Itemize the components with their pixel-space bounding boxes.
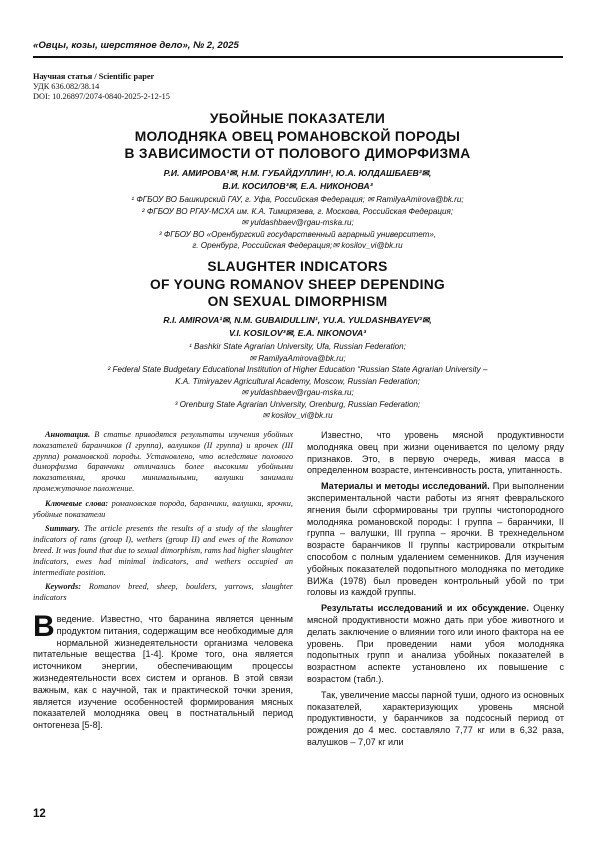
right-paragraph-4: Так, увеличение массы парной туши, одного из основных показателей, характеризующих уровень мясной продуктивности, у баранчиков за подсосный период от рождения до 4 мес. составляло 7,77 кг или в 6,32 раза, валушков – 7,07 кг или bbox=[307, 689, 564, 747]
page-number: 12 bbox=[33, 808, 46, 820]
dropcap: В bbox=[33, 609, 55, 643]
authors-ru-line: Р.И. АМИРОВА¹✉, Н.М. ГУБАЙДУЛЛИН¹, Ю.А. ЮЛДАШБАЕВ²✉, bbox=[163, 168, 432, 178]
summary-label: Summary. bbox=[45, 524, 80, 534]
title-ru-line: УБОЙНЫЕ ПОКАЗАТЕЛИ bbox=[209, 111, 386, 126]
intro-text: ведение. Известно, что баранина является ценным продуктом питания, содержащим все необходимые для нормальной жизнедеятельности организма человека питательные вещества [1-4]. Кроме того, она является источником энергии, обеспечивающим процессы жизнедеятельности всех систем и органов. В этой связи важным, как с научной, так и практической точки зрения, является изучение особенностей формирования мясных показателей молодняка овец в постнатальный период онтогенеза [5-8]. bbox=[33, 613, 293, 731]
title-ru-line: В ЗАВИСИМОСТИ ОТ ПОЛОВОГО ДИМОРФИЗМА bbox=[124, 146, 471, 161]
title-ru bbox=[60, 110, 535, 163]
affiliations-ru bbox=[40, 194, 555, 252]
authors-en-line: R.I. AMIROVA¹✉, N.M. GUBAIDULLIN¹, YU.A. YULDASHBAYEV²✉, bbox=[163, 315, 432, 325]
affil-en-line: ✉ RamilyaAmirova@bk.ru; bbox=[249, 353, 346, 363]
results-text: Оценку мясной продуктивности можно дать при убое животного и делать заключение о влиянии того или иного фактора на ее уровень. При проведении нами убоя молодняка подопытных групп и анализа убойных показателей в возрастном аспекте установлено их повышение с возрастом (табл.). bbox=[307, 603, 564, 684]
authors-en-line: V.I. KOSILOV³✉, E.A. NIKONOVA³ bbox=[228, 327, 367, 338]
title-en-line: SLAUGHTER INDICATORS bbox=[207, 259, 388, 274]
affil-en-line: ² Federal State Budgetary Educational Institution of Higher Education “Russian State Agrarian University – bbox=[107, 365, 488, 374]
doi: DOI: 10.26897/2074-0840-2025-2-12-15 bbox=[33, 91, 170, 101]
results-label: Результаты исследований и их обсуждение. bbox=[321, 603, 529, 614]
keywords-en bbox=[33, 582, 293, 604]
affiliations-en bbox=[40, 341, 555, 422]
abstract-ru-label: Аннотация. bbox=[45, 430, 91, 439]
summary-text: The article presents the results of a study of the slaughter indicators of rams (group I), wethers (group II) and ewes of the Romanov breed. It was found that due to sexual dimorphism, rams had higher slaughter indicators, ewes had minimal indicators, and wethers occupied an intermediate position. bbox=[33, 524, 293, 577]
header-rule bbox=[33, 56, 563, 58]
left-column bbox=[33, 430, 293, 732]
results-paragraph bbox=[307, 603, 564, 686]
right-paragraph-1: Известно, что уровень мясной продуктивности молодняка овец при жизни оценивается по целому ряду признаков. Это, в первую очередь, живая масса в определенном возрасте, интенсивность роста, упитанность. bbox=[307, 430, 564, 476]
article-type: Научная статья / Scientific paper bbox=[33, 72, 155, 81]
keywords-en-text: Romanov breed, sheep, boulders, yarrows, slaughter indicators bbox=[33, 582, 293, 603]
udc: УДК 636.082/38.14 bbox=[33, 81, 100, 91]
keywords-en-label: Keywords: bbox=[45, 582, 81, 592]
affil-en-line: K.A. Timiryazev Agricultural Academy, Moscow, Russian Federation; bbox=[175, 376, 420, 386]
intro-paragraph bbox=[33, 609, 293, 732]
affil-ru-line: ✉ yuldashbaev@rgau-mska.ru; bbox=[241, 218, 354, 227]
authors-ru bbox=[60, 167, 535, 192]
article-meta bbox=[33, 72, 170, 101]
affil-ru-line: ² ФГБОУ ВО РГАУ-МСХА им. К.А. Тимирязева, г. Москова, Российская Федерация; bbox=[141, 206, 454, 216]
methods-label: Материалы и методы исследований. bbox=[321, 481, 490, 492]
title-en bbox=[60, 258, 535, 311]
title-en-line: OF YOUNG ROMANOV SHEEP DEPENDING bbox=[149, 276, 446, 292]
journal-header: «Овцы, козы, шерстяное дело», № 2, 2025 bbox=[33, 40, 239, 51]
affil-en-line: ✉ yuldashbaev@rgau-mska.ru; bbox=[241, 388, 354, 397]
methods-paragraph bbox=[307, 481, 564, 599]
summary-en bbox=[33, 524, 293, 578]
keywords-ru-text: романовская порода, баранчики, валушки, ярочки, убойные показатели bbox=[33, 498, 293, 519]
title-en-line: ON SEXUAL DIMORPHISM bbox=[207, 294, 388, 309]
affil-en-line: ¹ Bashkir State Agrarian University, Ufa, Russian Federation; bbox=[189, 342, 406, 351]
methods-text: При выполнении экспериментальной части работы из ягнят февральского ягнения были сформированы три группы чистопородного молодняка романовской породы: I группа – баранчики, II группа – валушки, III группа – ярочки. В трехнедельном возрасте баранчиков II группы кастрировали открытым способом с полным удалением семенников. Для изучения убойных показателей подопытного молодняка по методике ВИЖа (1978) был проведен контрольный убой по три головы из каждой группы. bbox=[307, 481, 565, 598]
title-ru-line: МОЛОДНЯКА ОВЕЦ РОМАНОВСКОЙ ПОРОДЫ bbox=[134, 128, 461, 144]
affil-ru-line: ³ ФГБОУ ВО «Оренбургский государственный аграрный университет», bbox=[158, 229, 437, 239]
affil-en-line: ³ Orenburg State Agrarian University, Orenburg, Russian Federation; bbox=[174, 399, 421, 409]
affil-ru-line: ¹ ФГБОУ ВО Башкирский ГАУ, г. Уфа, Российская Федерация; ✉ RamilyaAmirova@bk.ru; bbox=[131, 195, 464, 204]
affil-en-line: ✉ kosilov_vi@bk.ru bbox=[262, 411, 333, 420]
abstract-ru bbox=[33, 430, 293, 495]
keywords-ru-label: Ключевые слова: bbox=[45, 498, 109, 508]
affil-ru-line: г. Оренбург, Российская Федерация;✉ kosilov_vi@bk.ru bbox=[192, 241, 403, 250]
authors-en bbox=[60, 314, 535, 339]
right-column bbox=[307, 430, 564, 749]
keywords-ru bbox=[33, 499, 293, 521]
abstract-ru-text: В статье приводятся результаты изучения убойных показателей баранчиков (I группа), валушков (II группа) и ярочек (III группа) романовской породы. Установлено, что вследствие полового диморфизма баранчики отличались более высокими убойными показателями, ярочки минимальными, валушки занимали промежуточное положение. bbox=[33, 430, 293, 493]
authors-ru-line: В.И. КОСИЛОВ³✉, Е.А. НИКОНОВА³ bbox=[222, 180, 373, 191]
